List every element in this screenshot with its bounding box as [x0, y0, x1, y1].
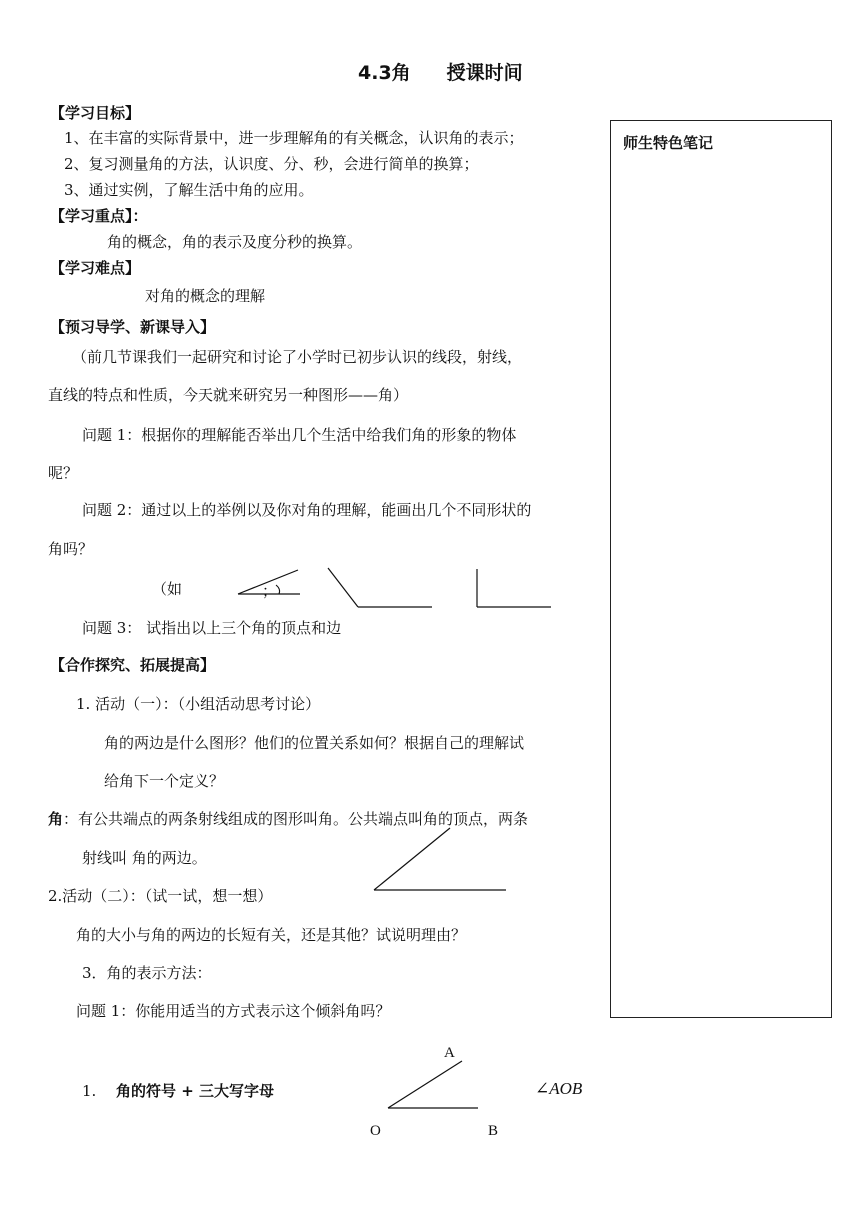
objective-item: 2、复习测量角的方法，认识度、分、秒，会进行简单的换算； [64, 155, 479, 173]
definition-line2: 射线叫 角的两边。 [82, 849, 207, 867]
notation-question: 问题 1：你能用适当的方式表示这个倾斜角吗？ [76, 1002, 391, 1020]
method-1-number: 1. [82, 1082, 97, 1100]
notation-title: 3．角的表示方法： [82, 964, 212, 982]
activity-1-title: 1. 活动（一）：（小组活动思考讨论） [76, 695, 321, 713]
activity-1-line2: 给角下一个定义？ [104, 772, 225, 790]
preview-intro-line1: （前几节课我们一起研究和讨论了小学时已初步认识的线段，射线， [72, 348, 523, 366]
activity-2-question: 角的大小与角的两边的长短有关，还是其他？试说明理由？ [76, 926, 467, 944]
definition-text: ：有公共端点的两条射线组成的图形叫角。公共端点叫角的顶点，两条 [63, 810, 529, 828]
notes-box [610, 120, 832, 1018]
vertex-label-a: A [444, 1045, 455, 1061]
difficulties-text: 对角的概念的理解 [145, 287, 266, 305]
preview-heading: 【预习导学、新课导入】 [50, 318, 216, 336]
example-separator: ； [262, 582, 278, 600]
lesson-title [358, 62, 523, 85]
acute-angle-figure [236, 566, 306, 598]
preview-intro-line2: 直线的特点和性质，今天就来研究另一种图形——角） [48, 386, 409, 404]
angle-aob-figure [386, 1058, 480, 1110]
obtuse-angle-figure [326, 566, 436, 610]
question-2-line1: 问题 2：通过以上的举例以及你对角的理解，能画出几个不同形状的 [82, 501, 532, 519]
key-points-heading: 【学习重点】： [50, 207, 148, 225]
cooperation-heading: 【合作探究、拓展提高】 [50, 656, 216, 674]
notes-title: 师生特色笔记 [623, 134, 714, 152]
method-1-label: 角的符号 + 三大写字母 [116, 1082, 275, 1100]
lesson-number-title: 4.3角 [358, 62, 411, 84]
question-1-line2: 呢？ [48, 464, 79, 482]
definition-term: 角 [48, 810, 64, 828]
key-points-text: 角的概念，角的表示及度分秒的换算。 [107, 233, 363, 251]
objective-item: 3、通过实例，了解生活中角的应用。 [64, 181, 314, 199]
question-1-line1: 问题 1：根据你的理解能否举出几个生活中给我们角的形象的物体 [82, 426, 517, 444]
activity-2-title: 2.活动（二）：（试一试，想一想） [48, 887, 273, 905]
activity-1-line1: 角的两边是什么图形？他们的位置关系如何？根据自己的理解试 [104, 734, 525, 752]
question-3: 问题 3： 试指出以上三个角的顶点和边 [82, 619, 342, 637]
objective-item: 1、在丰富的实际背景中，进一步理解角的有关概念，认识角的表示； [64, 129, 524, 147]
vertex-label-o: O [370, 1123, 381, 1139]
difficulties-heading: 【学习难点】 [50, 259, 141, 277]
angle-definition-figure [372, 826, 512, 894]
objectives-heading: 【学习目标】 [50, 104, 141, 122]
angle-aob-formula: ∠AOB [535, 1079, 583, 1098]
teaching-time-label: 授课时间 [446, 62, 523, 84]
question-2-line2: 角吗？ [48, 540, 94, 558]
vertex-label-b: B [488, 1123, 499, 1139]
right-angle-figure [474, 568, 554, 610]
example-prefix: （如 [152, 580, 183, 598]
